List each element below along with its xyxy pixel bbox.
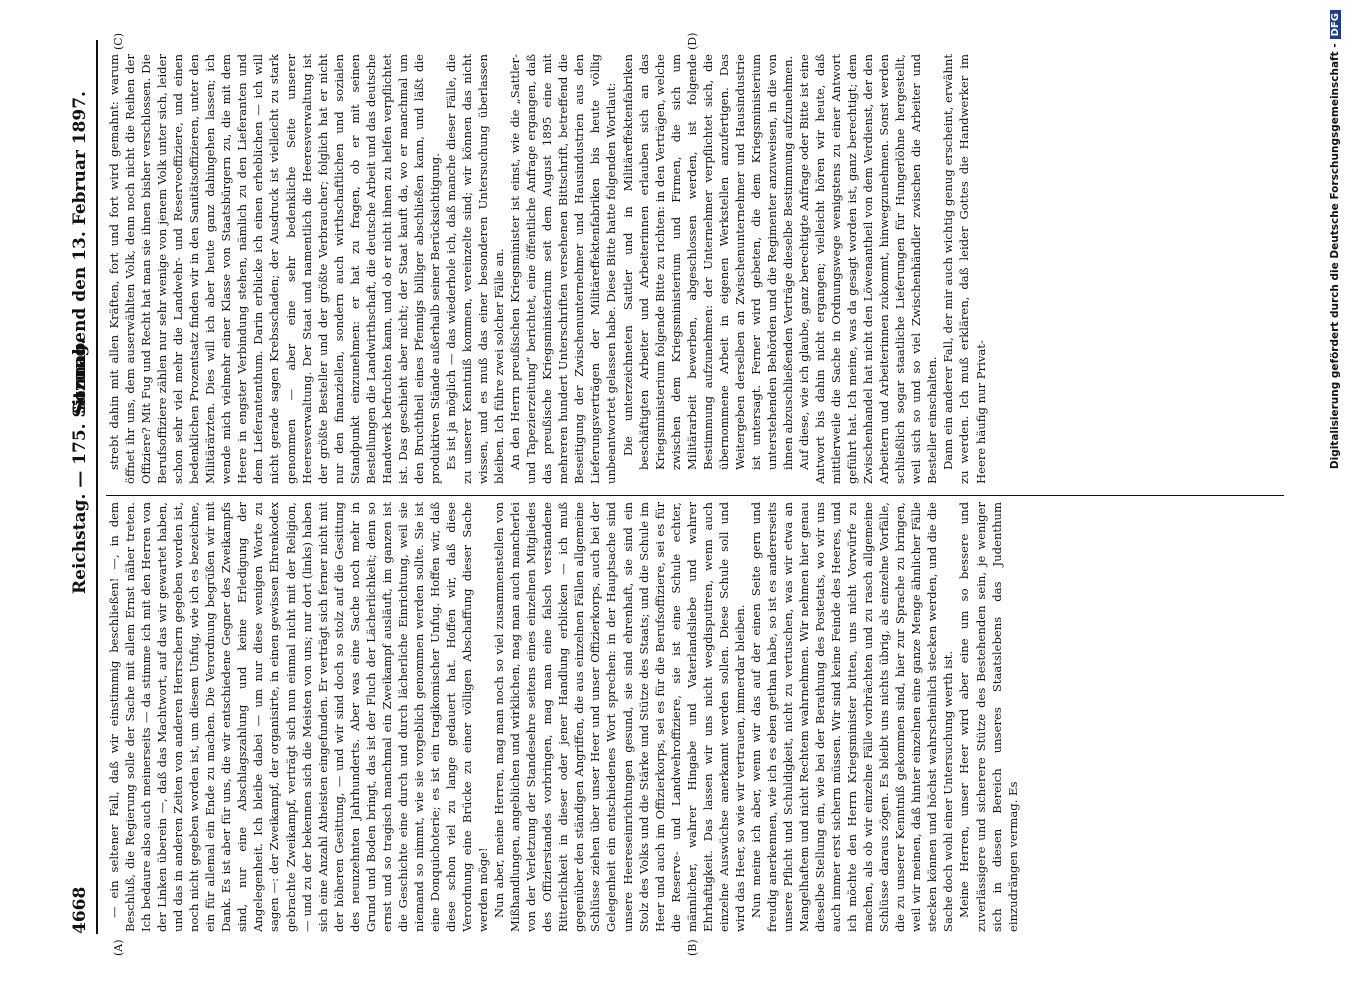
margin-mark-d: (D) — [686, 32, 699, 50]
page-header — [64, 40, 100, 934]
quoted-petition: Die unterzeichneten Sattler und in Militäreffektenfabriken beschäftigten Arbeiter und Arbeiterinnen erlauben sich an das Kriegsministerium folgende Bitte zu richten: in den Verträgen, welche zwischen dem Kriegsministerium und Firmen, die sich um Militärarbeit bewerben, abgeschlossen werden, ist folgende Bestimmung aufzunehmen: der Unternehmer verpflichtet sich, die übernommene Arbeit in eigenen Werkstellen anzufertigen. Das Weitergeben derselben an Zwischenunternehmer und Hausindustrie ist untersagt. Ferner wird gebeten, die dem Kriegsministerium unterstehenden Behörden und die Regimenter anzuweisen, in die von ihnen abzuschließenden Verträge dieselbe Bestimmung aufzunehmen. — [620, 54, 795, 470]
paragraph: Meine Herren, unser Heer wird aber eine um so bessere und zuverlässigere und sicherere Stütze des Bestehenden sein, je weniger sich in diesen Bereich unseres Staatslebens das Judenthum einzudrängen vermag. Es — [957, 502, 1020, 932]
paragraph: Dann ein anderer Fall, der mir auch wichtig genug erscheint, erwähnt zu werden. Ich muß erklären, daß leider Gottes die Handwerker im Heere häufig nur Privat- — [941, 54, 988, 484]
rotated-printed-page — [46, 22, 1306, 962]
paragraph: Nun meine ich aber, wenn wir das auf der einen Seite gern und freudig anerkennen, wie ich es eben gethan habe, so ist es andererseits unsere Pflicht und Schuldigkeit, nicht zu vertuschen, was wir etwa an Mangelhaftem und nicht Rechtem wahrnehmen. Wir nehmen hier genau dieselbe Stellung ein, wie bei der Berathung des Postetats, wo wir uns auch immer erst sichern müssen. Wir sind keine Feinde des Heeres, und ich möchte den Herrn Kriegsminister bitten, uns nicht Vorwürfe zu machen, als ob wir einzelne Fälle vorbrächten und zu rasch allgemeine Schlüsse daraus zögen. Es bleibt uns nichts übrig, als einzelne Vorfälle, die zu unserer Kenntniß gekommen sind, hier zur Sprache zu bringen, weil wir meinen, daß hinter einzelnen eine ganze Menge ähnlicher Fälle stecken können und höchst wahrscheinlich stecken werden, und die die Sache doch wohl einer Untersuchung werth ist. — [748, 502, 956, 932]
paragraph: — ein seltener Fall, daß wir einstimmig beschließen! —, in dem Beschluß, die Regierung solle der Sache mit allem Ernst näher treten. Ich bedaure also auch meinerseits — da stimme ich mit den Herren von der Linken überein —, daß das Machtwort, auf das wir gewartet haben, und das in anderen Zeiten von anderen Herrschern gegeben worden ist, noch nicht gegeben worden ist, um diesem Unfug, wie ich es bezeichne, ein für allemal ein Ende zu machen. Die Verordnung begrüßen wir mit Dank. Es ist aber für uns, die wir entschiedene Gegner des Zweikampfs sind, nur eine Abschlagszahlung und keine Erledigung der Angelegenheit. Ich bleibe dabei — um nur diese wenigen Worte zu sagen —: der Zweikampf, der organisirte, in einen gewissen Ehrenkodex gebrachte Zweikampf, verträgt sich nun einmal nicht mit der Religion, — und zu der bekennen sich die Meisten von uns; nur dort (links) haben sich eine Anzahl Atheisten eingefunden. Er verträgt sich ferner nicht mit der höheren Gesittung, — und wir sind doch so stolz auf die Gesittung des neunzehnten Jahrhunderts. Aber was eine Sache noch mehr in Grund und Boden bringt, das ist der Fluch der Lächerlichkeit; denn so ernst und so tragisch manchmal ein Zweikampf ausläuft, im ganzen ist die Geschichte eine durch und durch lächerliche Einrichtung, weil sie niemand so nimmt, wie sie vorgeblich genommen werden sollte. Sie ist eine Donquichoterie; es ist ein tragikomischer Unfug. Hoffen wir, daß diese schon viel zu lange gedauert hat. Hoffen wir, daß diese Verordnung eine Brücke zu einer völligen Abschaffung dieser Sache werden möge! — [107, 502, 491, 932]
paragraph: strebt dahin mit allen Kräften, fort und fort wird gemahnt: warum öffnet ihr uns, dem auserwählten Volk, denn noch nicht die Reihen der Offiziere? Mit Fug und Recht hat man sie ihnen bisher verschlossen. Die Berufsoffiziere zählen nur sehr wenige von jenem Volk unter sich, leider schon sehr viel mehr die Landwehr- und Reserveoffiziere, und einen bedenklichen Prozentsatz finden wir in den Sanitätsoffizieren, unter den Militärärzten. Dies will ich aber heute ganz dahingehen lassen; ich wende mich vielmehr einer Klasse von Staatsbürgern zu, die mit dem Heere in engster Verbindung stehen, nämlich zu den Lieferanten und dem Lieferantenthum. Darin erblicke ich einen erheblichen — ich will nicht gerade sagen Krebsschaden; der Ausdruck ist vielleicht zu stark genommen — aber eine sehr bedenkliche Seite unserer Heeresverwaltung. Der Staat und namentlich die Heeresverwaltung ist der größte Besteller und der größte Verbraucher; folglich hat er nicht nur den finanziellen, sondern auch wirthschaftlichen und sozialen Standpunkt einzunehmen: er hat zu fragen, ob er mit seinen Bestellungen die Landwirthschaft, die deutsche Arbeit und das deutsche Handwerk befruchten kann, und ob er nicht ihnen zu helfen verpflichtet ist. Das geschieht aber nicht; der Staat kauft da, wo er manchmal um den Bruchtheil eines Pfennigs billiger abschließen kann, und läßt die produktiven Stände außerhalb seiner Berücksichtigung. — [107, 54, 442, 484]
right-column — [106, 54, 1284, 484]
header-rule — [96, 40, 98, 934]
dfg-logo: DFG — [1330, 10, 1341, 39]
left-column — [106, 502, 1284, 932]
page-number: 4668 — [70, 886, 90, 934]
paragraph: Nun aber, meine Herren, mag man noch so viel zusammenstellen von Mißhandlungen, angeblichen und wirklichen, mag man auch mancherlei von der Verletzung der Standesehre seitens eines einzelnen Mitgliedes des Offizierstandes vorbringen, mag man eine falsch verstandene Ritterlichkeit in dieser oder jener Handlung erblicken — ich muß gegenüber den ständigen Angriffen, die aus einzelnen Fällen allgemeine Schlüsse ziehen über unser Heer und unser Offizierkorps, auch bei der Gelegenheit ein entschiedenes Wort sprechen: in der Hauptsache sind unsere Heereseinrichtungen gesund, sie sind ehrenhaft, sie sind ein Stolz des Volks und die Stärke und Stütze des Staats; und die Schule im Heer und auch im Offizierkorps, sei es für die Berufsoffiziere, sei es für die Reserve- und Landwehroffiziere, sie ist eine Schule echter, männlicher, wahrer Hingabe und Vaterlandsliebe und wahrer Ehrhaftigkeit. Das lassen wir uns nicht wegdisputiren, wenn auch einzelne Auswüchse anerkannt werden sollen. Diese Schule soll und wird das Heer, so wie wir vertrauen, immerdar bleiben. — [492, 502, 747, 932]
running-title: Reichstag. — 175. Sitzung. — [70, 338, 90, 594]
paragraph: Es ist ja möglich — das wiederhole ich, daß manche dieser Fälle, die zu unserer Kenntniß kommen, vereinzelte sind; wir können das nicht wissen, und es muß das einer besonderen Untersuchung überlassen bleiben. Ich führe zwei solcher Fälle an. — [443, 54, 507, 484]
session-date: Sonnabend den 13. Februar 1897. — [70, 91, 90, 414]
margin-mark-b: (B) — [686, 939, 699, 956]
credit-text: Digitalisierung gefördert durch die Deutsche Forschungsgemeinschaft - — [1329, 43, 1341, 470]
paragraph: Auf diese, wie ich glaube, ganz berechtigte Anfrage oder Bitte ist eine Antwort bis dahin nicht ergangen; vielleicht hören wir heute, daß mittlerweile die Sache in Ordnungswege wenigstens zu einer Antwort geführt hat. Ich meine, was da gesagt worden ist, ganz berechtigt; dem Zwischenhandel hat nicht den Löwenantheil von dem Verdienst, der den Arbeitern und Arbeiterinnen zukommt, hinwegzunehmen. Sonst werden schließlich sogar staatliche Lieferungen für Hungerlöhne hergestellt, weil sich so und so viel Zwischenhändler zwischen die Arbeiter und Besteller einschalten. — [797, 54, 940, 484]
digitization-credit — [1329, 10, 1343, 990]
column-divider — [106, 495, 1284, 496]
paragraph: An den Herrn preußischen Kriegsminister ist einst, wie die „Sattler- und Tapezierzeitung“ berichtet, eine öffentliche Anfrage ergangen, daß das preußische Kriegsministerium seit dem August 1895 eine mit mehreren hundert Unterschriften versehenen Bittschrift, betreffend die Beseitigung der Zwischenunternehmer und Hausindustrien aus den Lieferungsverträgen der Militäreffektenfabriken bis heute völlig unbeantwortet gelassen habe. Diese Bitte hatte folgenden Wortlaut: — [508, 54, 619, 484]
margin-mark-c: (C) — [112, 33, 125, 50]
margin-mark-a: (A) — [112, 939, 125, 956]
